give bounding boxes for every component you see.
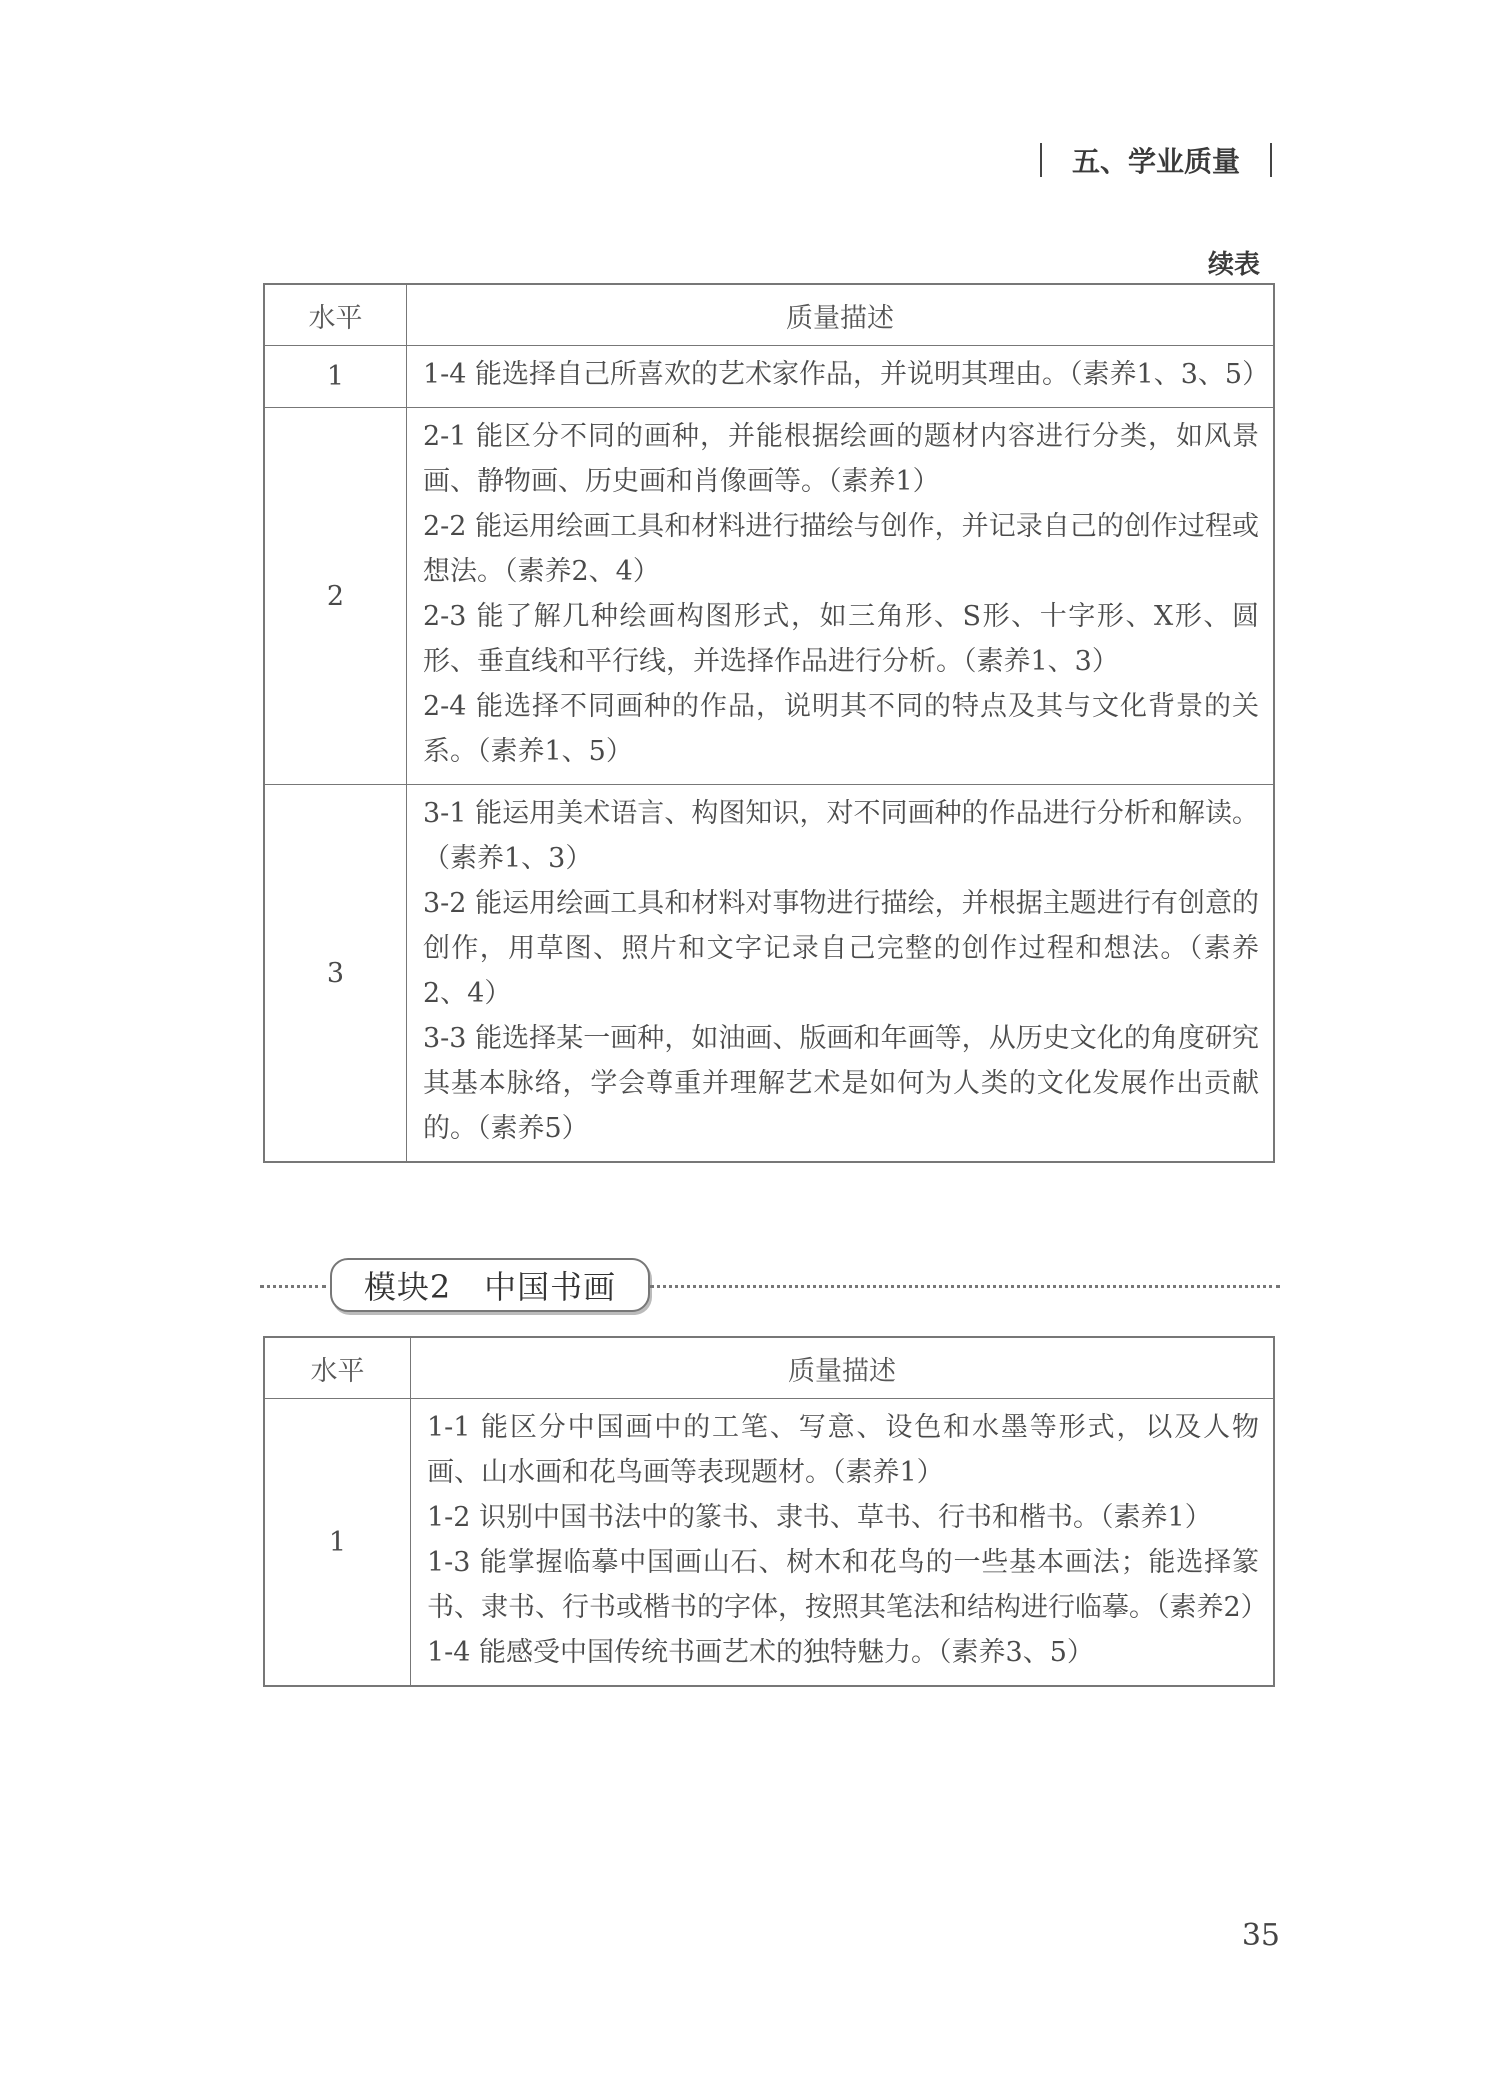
header-left-bar	[1040, 143, 1042, 177]
header-title: 五、学业质量	[1071, 145, 1240, 178]
level-cell: 1	[264, 346, 407, 408]
description-cell	[411, 1399, 1275, 1687]
header-right-bar	[1270, 143, 1272, 177]
header-description: 质量描述	[411, 1337, 1275, 1399]
description-item: 3-3 能选择某一画种，如油画、版画和年画等，从历史文化的角度研究其基本脉络，学会尊重并理解艺术是如何为人类的文化发展作出贡献的。（素养5）	[423, 1023, 1259, 1144]
quality-table-module2	[263, 1336, 1275, 1687]
table-row	[264, 1399, 1274, 1687]
level-cell: 2	[264, 408, 407, 785]
description-cell	[407, 785, 1275, 1163]
module-heading	[260, 1258, 1280, 1314]
running-header	[1040, 140, 1272, 180]
description-item: 1-2 识别中国书法中的篆书、隶书、草书、行书和楷书。（素养1）	[427, 1502, 1212, 1533]
description-item: 1-3 能掌握临摹中国画山石、树木和花鸟的一些基本画法；能选择篆书、隶书、行书或楷书的字体，按照其笔法和结构进行临摹。（素养2）	[427, 1547, 1268, 1623]
table-header-row	[264, 1337, 1274, 1399]
quality-table-module1	[263, 283, 1275, 1163]
description-item: 2-4 能选择不同画种的作品，说明其不同的特点及其与文化背景的关系。（素养1、5）	[423, 691, 1259, 767]
description-cell	[407, 346, 1275, 408]
table-header-row	[264, 284, 1274, 346]
table-row	[264, 785, 1274, 1163]
description-item: 3-1 能运用美术语言、构图知识，对不同画种的作品进行分析和解读。（素养1、3）	[423, 798, 1259, 874]
continuation-label: 续表	[1207, 250, 1260, 280]
description-item: 1-1 能区分中国画中的工笔、写意、设色和水墨等形式，以及人物画、山水画和花鸟画等表现题材。（素养1）	[427, 1412, 1259, 1488]
description-cell	[407, 408, 1275, 785]
description-item: 2-2 能运用绘画工具和材料进行描绘与创作，并记录自己的创作过程或想法。（素养2、4）	[423, 511, 1259, 587]
header-description: 质量描述	[407, 284, 1275, 346]
description-item: 1-4 能感受中国传统书画艺术的独特魅力。（素养3、5）	[427, 1637, 1094, 1668]
page-number: 35	[1241, 1918, 1280, 1953]
description-item: 1-4 能选择自己所喜欢的艺术家作品，并说明其理由。（素养1、3、5）	[423, 359, 1270, 390]
level-cell: 1	[264, 1399, 411, 1687]
header-level: 水平	[264, 1337, 411, 1399]
level-cell: 3	[264, 785, 407, 1163]
table-row	[264, 408, 1274, 785]
module-title: 模块2 中国书画	[330, 1258, 650, 1312]
table-row	[264, 346, 1274, 408]
dotted-rule-left	[260, 1285, 326, 1288]
header-level: 水平	[264, 284, 407, 346]
description-item: 3-2 能运用绘画工具和材料对事物进行描绘，并根据主题进行有创意的创作，用草图、照片和文字记录自己完整的创作过程和想法。（素养2、4）	[423, 888, 1259, 1009]
description-item: 2-1 能区分不同的画种，并能根据绘画的题材内容进行分类，如风景画、静物画、历史画和肖像画等。（素养1）	[423, 421, 1259, 497]
description-item: 2-3 能了解几种绘画构图形式，如三角形、S形、十字形、X形、圆形、垂直线和平行线，并选择作品进行分析。（素养1、3）	[423, 601, 1259, 677]
dotted-rule-right	[650, 1285, 1280, 1288]
